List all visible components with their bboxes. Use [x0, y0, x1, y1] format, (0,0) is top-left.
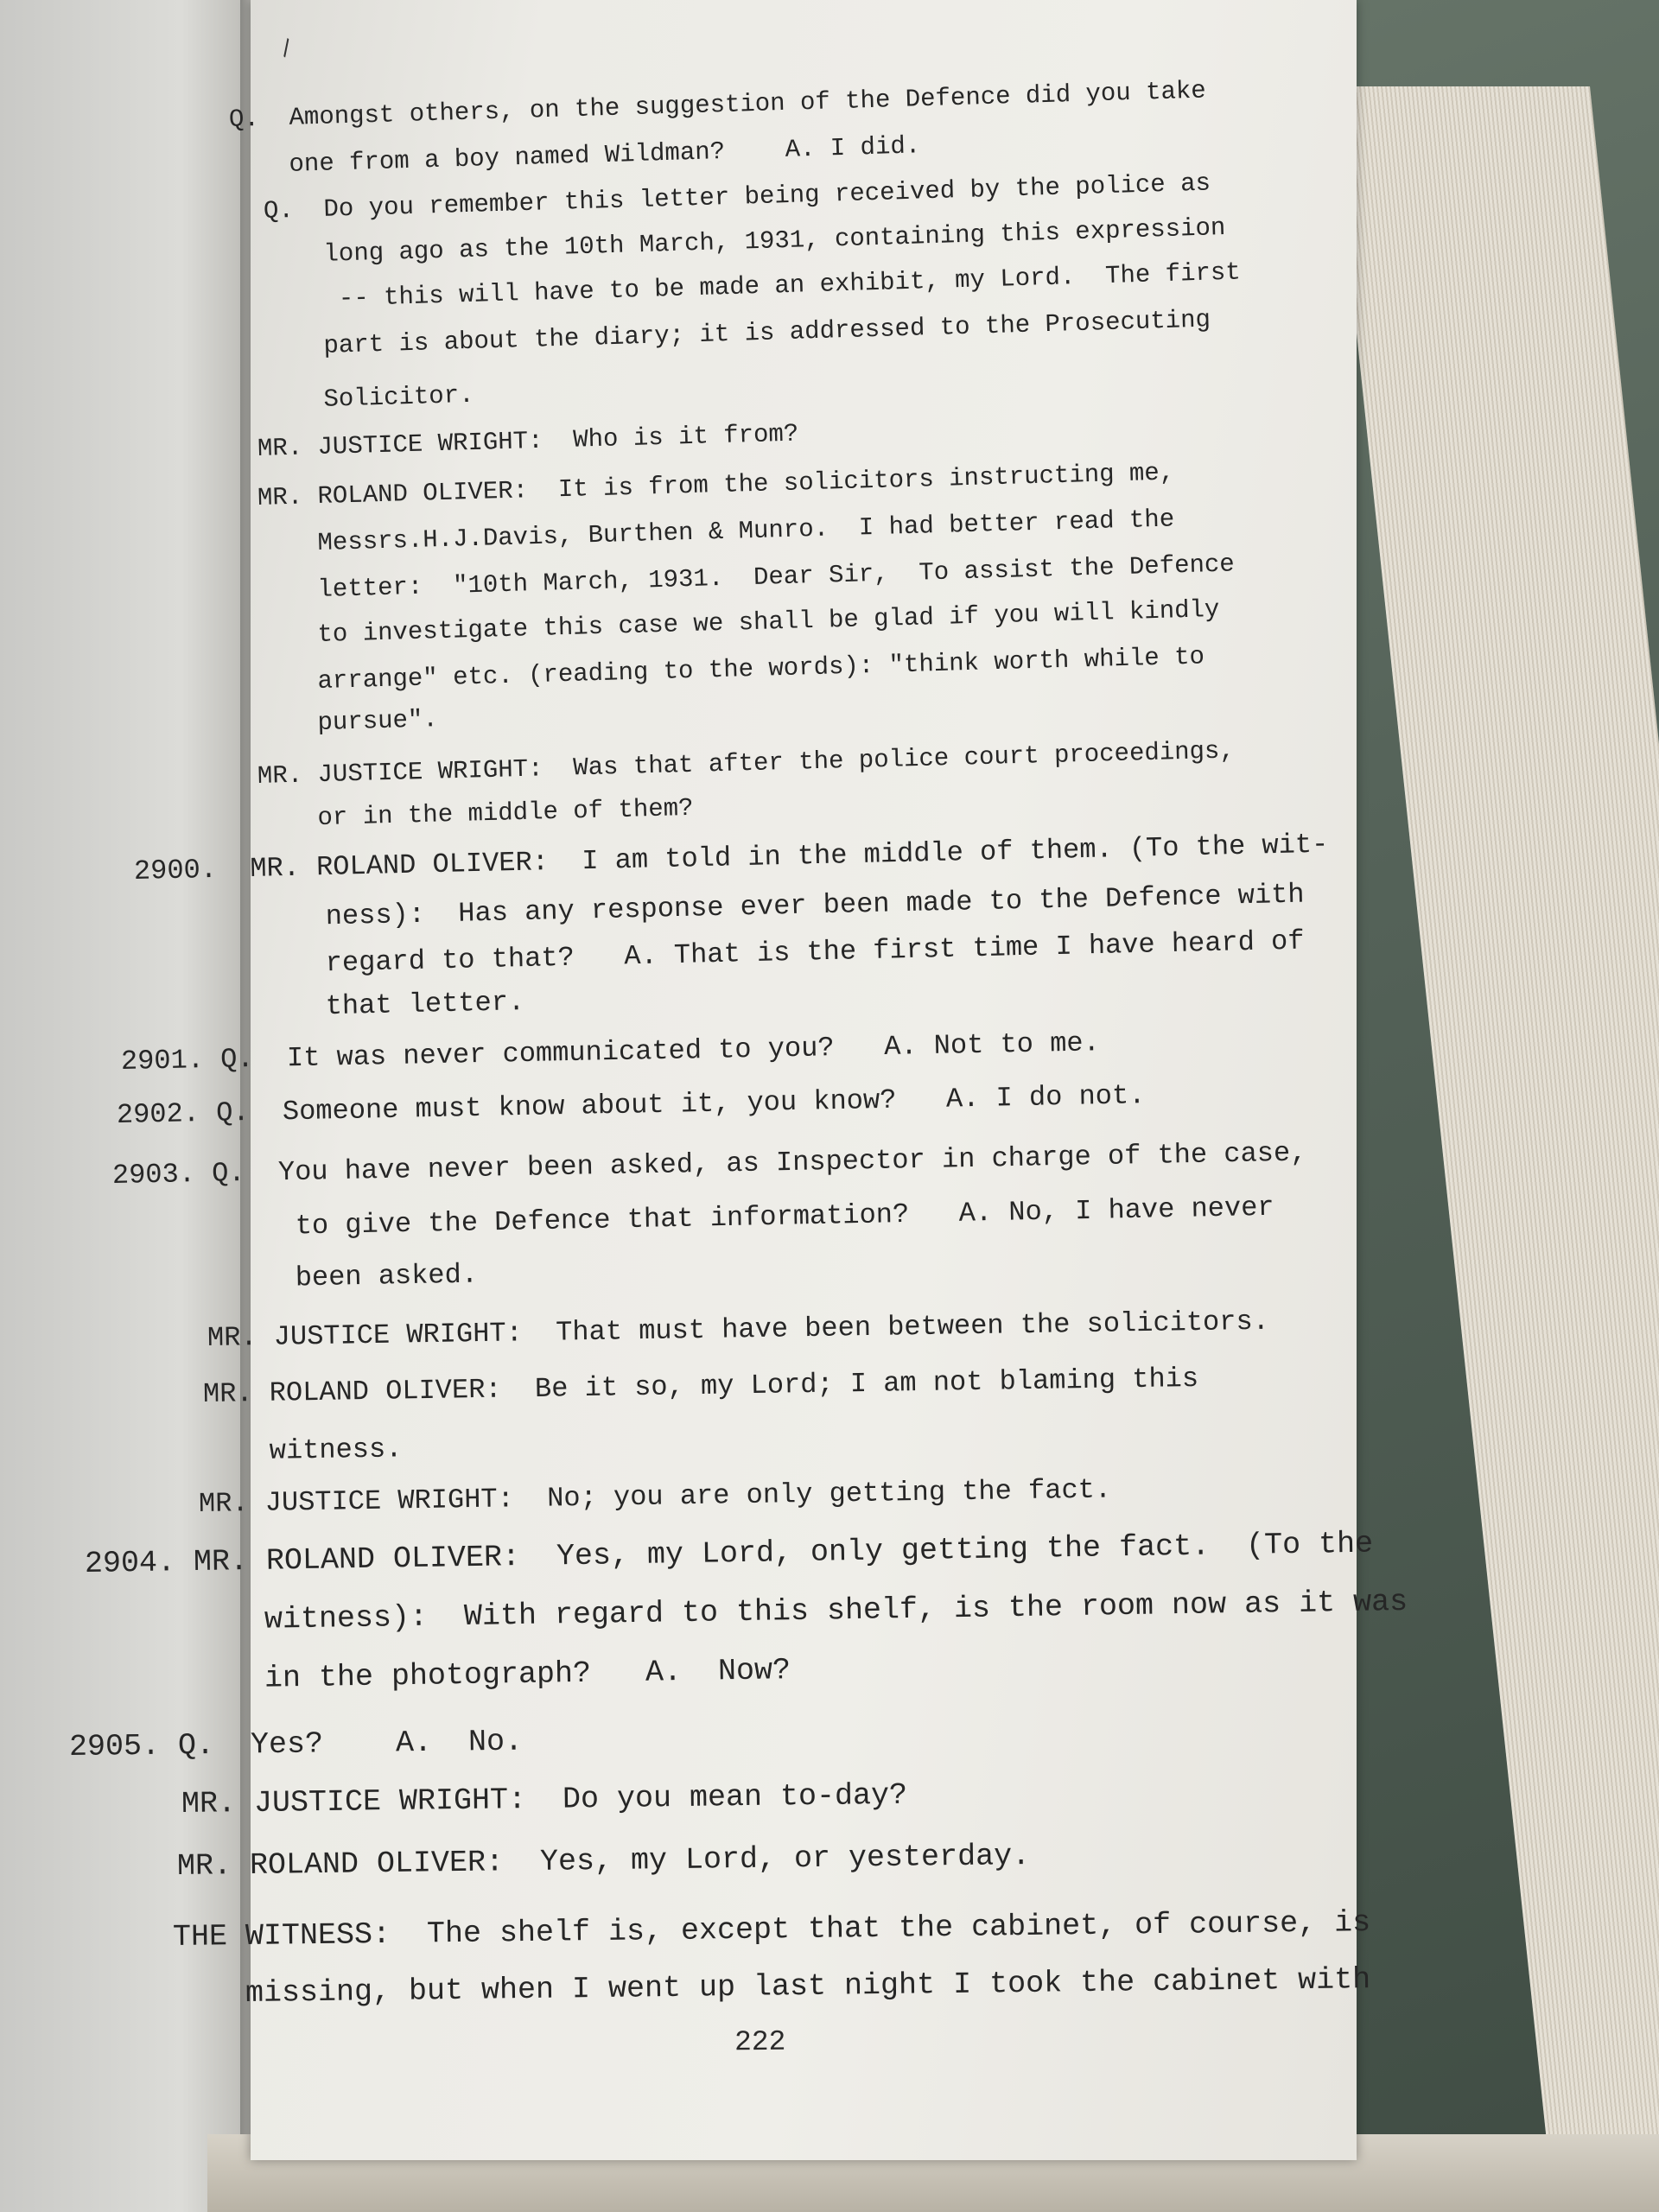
- pen-mark: \: [271, 35, 299, 64]
- transcript-line-5: -- this will have to be made an exhibit, my Lord. The first: [263, 257, 1242, 315]
- transcript-line-35: MR. ROLAND OLIVER: Yes, my Lord, or yesterday.: [176, 1838, 1031, 1884]
- transcript-line-2: one from a boy named Wildman? A. I did.: [228, 131, 921, 181]
- page-number: 222: [734, 2025, 786, 2059]
- transcript-line-24: to give the Defence that information? A. No, I have never: [228, 1191, 1274, 1243]
- transcript-line-28: witness.: [202, 1433, 403, 1468]
- transcript-line-9: MR. ROLAND OLIVER: It is from the solicitors instructing me,: [257, 458, 1175, 512]
- transcript-line-37: missing, but when I went up last night I took the cabinet with: [172, 1962, 1371, 2012]
- transcript-line-1: Q. Amongst others, on the suggestion of the Defence did you take: [228, 76, 1207, 134]
- transcript-line-18: ness): Has any response ever been made to the Defence with: [258, 878, 1305, 934]
- transcript-line-16: or in the middle of them?: [257, 793, 694, 834]
- transcript-line-3: Q. Do you remember this letter being received by the police as: [263, 168, 1211, 226]
- transcript-line-12: to investigate this case we shall be glad if you will kindly: [257, 594, 1220, 651]
- transcript-line-11: letter: "10th March, 1931. Dear Sir, To assist the Defence: [257, 550, 1236, 606]
- transcript-line-23: 2903. Q. You have never been asked, as Inspector in charge of the case,: [111, 1136, 1307, 1192]
- transcript-line-4: long ago as the 10th March, 1931, containing this expression: [263, 213, 1226, 270]
- transcript-line-20: that letter.: [258, 986, 525, 1024]
- transcript-line-8: MR. JUSTICE WRIGHT: Who is it from?: [257, 419, 799, 463]
- transcript-line-10: Messrs.H.J.Davis, Burthen & Munro. I had better read the: [257, 505, 1175, 559]
- transcript-line-13: arrange" etc. (reading to the words): "think worth while to: [257, 642, 1205, 697]
- transcript-line-6: part is about the diary; it is addressed to the Prosecuting: [263, 305, 1211, 362]
- transcript-line-21: 2901. Q. It was never communicated to you? A. Not to me.: [120, 1027, 1101, 1077]
- transcript-line-34: MR. JUSTICE WRIGHT: Do you mean to-day?: [181, 1777, 908, 1821]
- transcript-line-7: Solicitor.: [263, 380, 475, 416]
- transcript-line-22: 2902. Q. Someone must know about it, you know? A. I do not.: [116, 1079, 1146, 1131]
- transcript-line-29: MR. JUSTICE WRIGHT: No; you are only getting the fact.: [198, 1473, 1112, 1520]
- transcript-line-25: been asked.: [228, 1258, 479, 1295]
- transcript-line-19: regard to that? A. That is the first time I have heard of: [258, 925, 1305, 981]
- transcript-line-32: in the photograph? A. Now?: [191, 1653, 791, 1697]
- transcript-line-17: 2900. MR. ROLAND OLIVER: I am told in the middle of them. (To the wit-: [133, 828, 1329, 887]
- transcript-line-15: MR. JUSTICE WRIGHT: Was that after the police court proceedings,: [257, 736, 1236, 791]
- transcript-line-33: 2905. Q. Yes? A. No.: [68, 1724, 524, 1764]
- transcript-line-14: pursue".: [257, 705, 439, 739]
- transcript-line-36: THE WITNESS: The shelf is, except that the cabinet, of course, is: [172, 1905, 1371, 1955]
- transcript-line-26: MR. JUSTICE WRIGHT: That must have been between the solicitors.: [207, 1305, 1270, 1354]
- transcript-line-30: 2904. MR. ROLAND OLIVER: Yes, my Lord, only getting the fact. (To the: [84, 1526, 1374, 1581]
- transcript-line-31: witness): With regard to this shelf, is the room now as it was: [191, 1584, 1408, 1638]
- transcript-line-27: MR. ROLAND OLIVER: Be it so, my Lord; I am not blaming this: [202, 1362, 1199, 1410]
